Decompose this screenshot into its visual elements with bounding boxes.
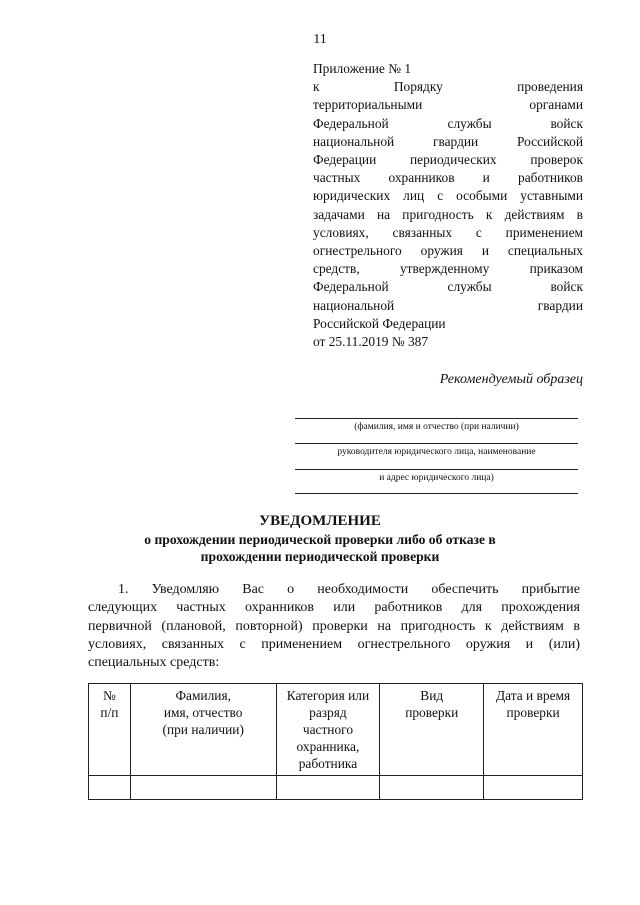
document-subtitle (0, 531, 640, 565)
header-text: частного (302, 722, 354, 737)
appendix-header (313, 60, 583, 351)
table-cell (276, 776, 380, 800)
header-text: разряд (309, 705, 347, 720)
header-cell-check-type (380, 684, 484, 776)
header-text: № (103, 688, 116, 703)
appendix-line: средств, утвержденному приказом (313, 261, 583, 277)
appendix-line: условиях, связанных с применением (313, 224, 583, 240)
employees-table (88, 683, 583, 800)
signature-line-1 (295, 418, 578, 432)
appendix-line: Федерации периодических проверок (313, 152, 583, 168)
header-text: Дата и время (496, 688, 571, 703)
table-cell (130, 776, 276, 800)
header-text: имя, отчество (163, 705, 243, 720)
signature-caption: руководителя юридического лица, наименование (337, 447, 536, 457)
signature-rule (295, 469, 578, 470)
header-text: Фамилия, (175, 688, 231, 703)
appendix-line: территориальными органами (313, 97, 583, 113)
appendix-line: национальной гвардии (313, 297, 583, 313)
table-cell (380, 776, 484, 800)
table-cell (89, 776, 131, 800)
signature-line-4 (295, 493, 578, 497)
table-row (89, 776, 583, 800)
table-cell (484, 776, 583, 800)
subtitle-line: прохождении периодической проверки (200, 549, 440, 564)
appendix-line: от 25.11.2019 № 387 (313, 334, 429, 350)
subtitle-line: о прохождении периодической проверки либо об отказе в (144, 532, 496, 547)
signature-line-3 (295, 469, 578, 483)
appendix-line: Российской Федерации (313, 315, 446, 331)
table-header-row (89, 684, 583, 776)
header-text: проверки (506, 705, 560, 720)
signature-caption: и адрес юридического лица) (379, 473, 494, 483)
header-cell-name (130, 684, 276, 776)
header-text: Вид (420, 688, 444, 703)
header-text: работника (298, 756, 358, 771)
signature-rule (295, 443, 578, 444)
signature-rule (295, 493, 578, 494)
appendix-line: к Порядку проведения (313, 79, 583, 95)
appendix-line: задачами на пригодность к действиям в (313, 206, 583, 222)
page-number: 11 (313, 32, 327, 47)
header-cell-datetime (484, 684, 583, 776)
notice-paragraph (88, 581, 580, 672)
header-cell-number (89, 684, 131, 776)
header-cell-category (276, 684, 380, 776)
appendix-line: национальной гвардии Российской (313, 133, 583, 149)
paragraph-line: первичной (плановой, повторной) проверки на пригодность к действиям в (88, 618, 580, 634)
document-title: УВЕДОМЛЕНИЕ (259, 513, 381, 529)
appendix-line: Федеральной службы войск (313, 115, 583, 131)
header-text: (при наличии) (162, 722, 244, 737)
appendix-line: огнестрельного оружия и специальных (313, 243, 583, 259)
header-text: Категория или (286, 688, 370, 703)
header-text: п/п (100, 705, 119, 720)
header-text: охранника, (296, 739, 360, 754)
paragraph-line: 1. Уведомляю Вас о необходимости обеспечить прибытие (118, 582, 580, 597)
header-text: проверки (405, 705, 459, 720)
paragraph-line: следующих частных охранников или работников для прохождения (88, 600, 580, 616)
appendix-line: Приложение № 1 (313, 61, 412, 76)
sample-label: Рекомендуемый образец (439, 372, 583, 387)
appendix-line: частных охранников и работников (313, 170, 583, 186)
appendix-line: Федеральной службы войск (313, 279, 583, 295)
paragraph-line: специальных средств: (88, 655, 220, 671)
appendix-line: юридических лиц с особыми уставными (313, 188, 583, 204)
signature-rule (295, 418, 578, 419)
paragraph-line: условиях, связанных с применением огнестрельного оружия и (или) (88, 636, 580, 652)
signature-caption: (фамилия, имя и отчество (при наличии) (354, 422, 519, 432)
signature-line-2 (295, 443, 578, 457)
